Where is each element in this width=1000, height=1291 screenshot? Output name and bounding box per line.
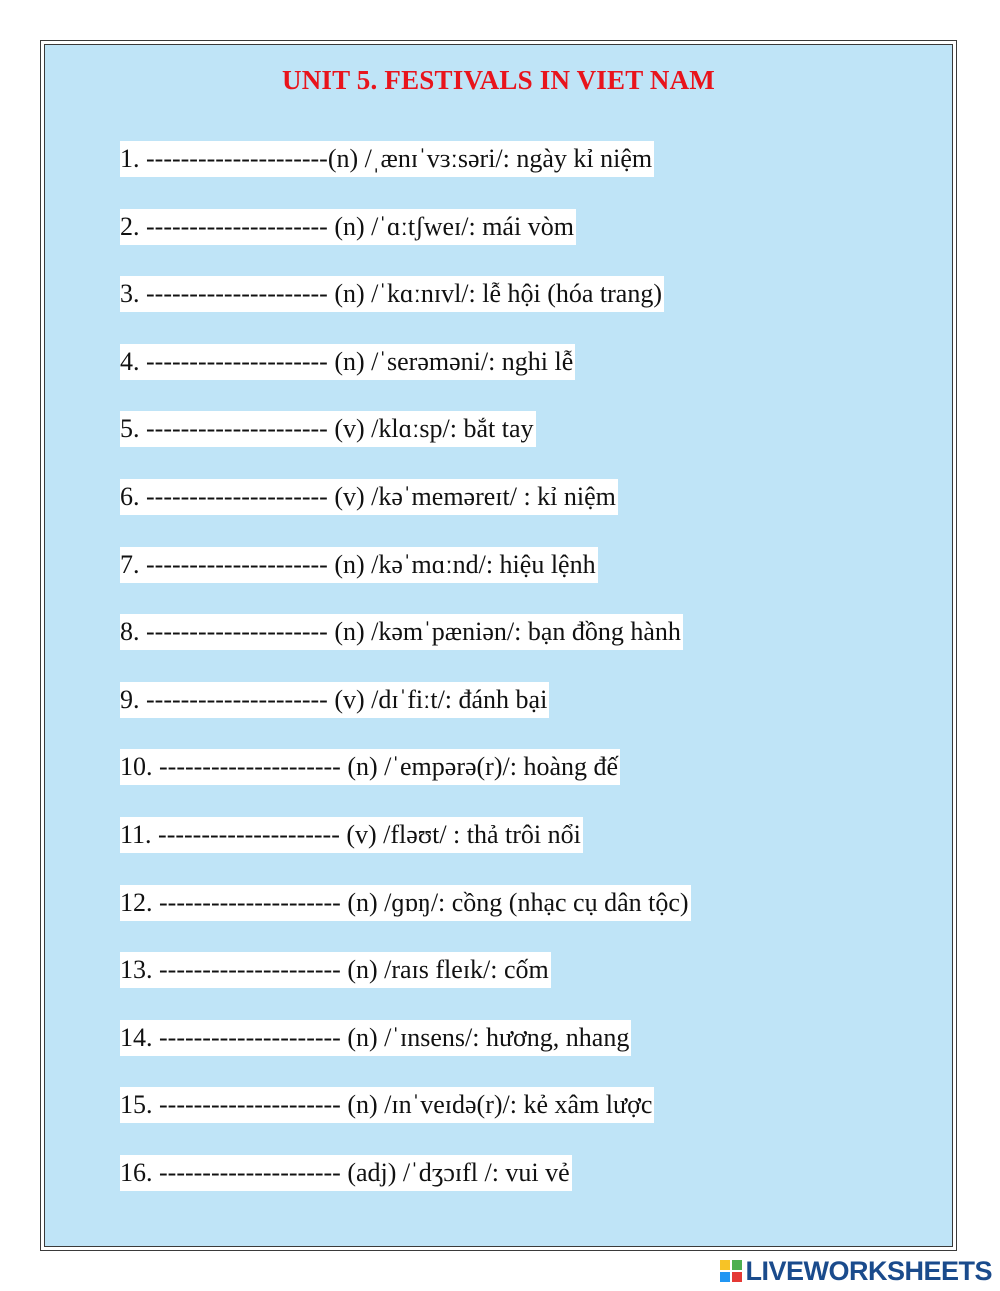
vocabulary-entry <box>120 614 691 682</box>
vocabulary-entry-text: 8. --------------------- (n) /kəmˈpæniən/: bạn đồng hành <box>120 614 683 650</box>
vocabulary-entry-text: 3. --------------------- (n) /ˈkɑːnɪvl/: lễ hội (hóa trang) <box>120 276 664 312</box>
vocabulary-entry-text: 4. --------------------- (n) /ˈserəməni/: nghi lễ <box>120 344 575 380</box>
vocabulary-entry <box>120 141 691 209</box>
vocabulary-entry <box>120 547 691 615</box>
vocabulary-entry-text: 1. ---------------------(n) /ˌænɪˈvɜːsəri/: ngày kỉ niệm <box>120 141 654 177</box>
vocabulary-entry <box>120 1155 691 1223</box>
vocabulary-entry <box>120 1087 691 1155</box>
vocabulary-entry-text: 12. --------------------- (n) /ɡɒŋ/: cồng (nhạc cụ dân tộc) <box>120 885 691 921</box>
liveworksheets-logo <box>720 1255 992 1287</box>
vocabulary-entry-text: 15. --------------------- (n) /ɪnˈveɪdə(r)/: kẻ xâm lược <box>120 1087 654 1123</box>
vocabulary-entry <box>120 344 691 412</box>
vocabulary-entry-text: 6. --------------------- (v) /kəˈmeməreɪt/ : kỉ niệm <box>120 479 618 515</box>
vocabulary-entry <box>120 276 691 344</box>
vocabulary-entry <box>120 411 691 479</box>
vocabulary-entry-text: 11. --------------------- (v) /fləʊt/ : thả trôi nổi <box>120 817 583 853</box>
vocabulary-entry-text: 2. --------------------- (n) /ˈɑːtʃweɪ/: mái vòm <box>120 209 576 245</box>
vocabulary-entry-text: 13. --------------------- (n) /raɪs fleɪk/: cốm <box>120 952 551 988</box>
vocabulary-entry-text: 5. --------------------- (v) /klɑːsp/: bắt tay <box>120 411 536 447</box>
vocabulary-entry <box>120 817 691 885</box>
liveworksheets-logo-text: LIVEWORKSHEETS <box>745 1255 992 1286</box>
page-title: UNIT 5. FESTIVALS IN VIET NAM <box>282 65 715 95</box>
vocabulary-entry-text: 9. --------------------- (v) /dɪˈfiːt/: đánh bại <box>120 682 549 718</box>
worksheet-panel <box>44 44 953 1247</box>
vocabulary-entry <box>120 885 691 953</box>
vocabulary-entry <box>120 749 691 817</box>
vocabulary-entry <box>120 209 691 277</box>
worksheet-frame <box>40 40 957 1251</box>
vocabulary-entry <box>120 479 691 547</box>
vocabulary-list <box>120 141 691 1223</box>
vocabulary-entry-text: 7. --------------------- (n) /kəˈmɑːnd/: hiệu lệnh <box>120 547 598 583</box>
liveworksheets-logo-icon <box>720 1260 742 1282</box>
vocabulary-entry <box>120 952 691 1020</box>
vocabulary-entry-text: 10. --------------------- (n) /ˈempərə(r)/: hoàng đế <box>120 749 620 785</box>
vocabulary-entry-text: 16. --------------------- (adj) /ˈdʒɔɪfl /: vui vẻ <box>120 1155 572 1191</box>
vocabulary-entry <box>120 682 691 750</box>
vocabulary-entry <box>120 1020 691 1088</box>
vocabulary-entry-text: 14. --------------------- (n) /ˈɪnsens/: hương, nhang <box>120 1020 631 1056</box>
